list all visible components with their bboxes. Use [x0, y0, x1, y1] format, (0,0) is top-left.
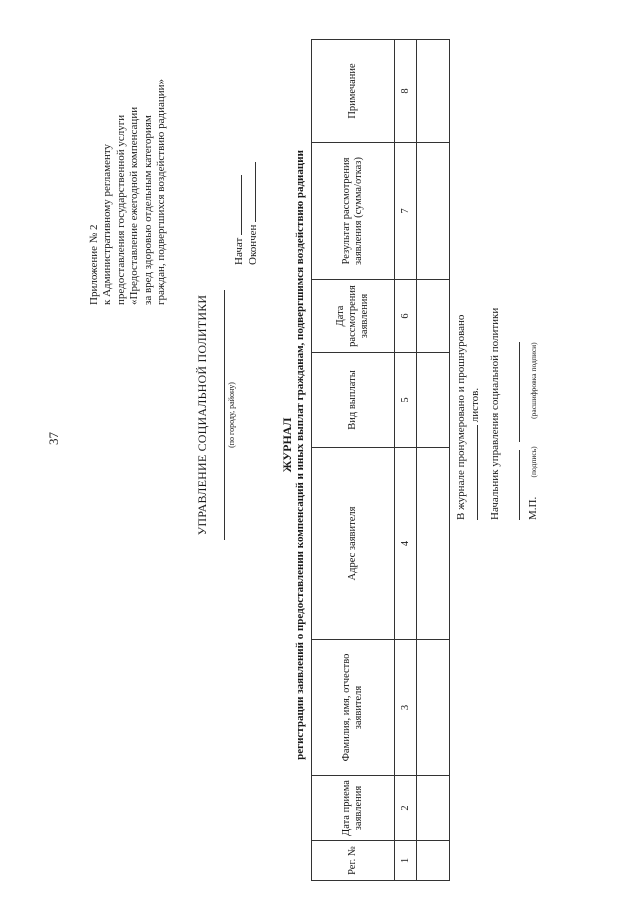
column-number: 1 — [395, 841, 417, 881]
appendix-line: Приложение № 2 — [88, 224, 100, 305]
footer-sheets-row — [468, 20, 482, 520]
table-cell — [417, 640, 450, 776]
appendix-note — [88, 5, 168, 305]
footer-numbered-line: В журнале пронумеровано и прошнуровано — [455, 314, 467, 520]
signature-blank — [510, 450, 520, 520]
column-header: Дата приема заявления — [312, 776, 395, 841]
column-header: Фамилия, имя, отчество заявителя — [312, 640, 395, 776]
column-number: 2 — [395, 776, 417, 841]
column-number: 6 — [395, 280, 417, 353]
signature-decode-blank — [510, 342, 520, 442]
footer-chief: Начальник управления социальной политики — [489, 307, 501, 520]
appendix-line: «Предоставление ежегодной компенсации — [128, 106, 141, 305]
empty-table-row — [417, 40, 450, 881]
signature-caption: (подпись) — [529, 446, 538, 478]
column-number: 7 — [395, 143, 417, 280]
column-number: 8 — [395, 40, 417, 143]
signature-lines — [510, 20, 524, 520]
column-header: Результат рассмотрения заявления (сумма/отказ) — [312, 143, 395, 280]
signature-captions-row — [526, 20, 541, 520]
stamp-label: М.П. — [527, 496, 539, 520]
appendix-line: предоставления государственной услуги — [114, 114, 127, 305]
appendix-line: граждан, подвергшихся воздействию радиации» — [155, 78, 168, 305]
appendix-line: за вред здоровью отдельным категориям — [141, 115, 154, 305]
started-label: Начат — [233, 237, 245, 265]
table-cell — [417, 40, 450, 143]
column-header: Рег. № — [312, 841, 395, 881]
organization-note: (по городу, району) — [227, 382, 236, 448]
finished-row — [246, 162, 260, 265]
journal-subtitle: регистрации заявлений о предоставлении компенсаций и иных выплат гражданам, подвергшимся воздействию радиации — [294, 150, 306, 760]
table-cell — [417, 353, 450, 448]
table-cell — [417, 143, 450, 280]
registration-table — [311, 39, 450, 881]
column-number-row — [395, 40, 417, 881]
finished-label: Окончен — [247, 224, 259, 265]
column-number: 5 — [395, 353, 417, 448]
journal-footer — [454, 20, 541, 520]
column-number: 4 — [395, 448, 417, 640]
page-number: 37 — [46, 432, 61, 445]
sheets-count-blank — [468, 425, 478, 520]
signature-decode-caption: (расшифровка подписи) — [529, 342, 538, 419]
started-blank — [232, 175, 242, 235]
column-header: Адрес заявителя — [312, 448, 395, 640]
column-number: 3 — [395, 640, 417, 776]
column-header: Вид выплаты — [312, 353, 395, 448]
table-cell — [417, 776, 450, 841]
table-header-row — [312, 40, 395, 881]
table-cell — [417, 448, 450, 640]
table-cell — [417, 841, 450, 881]
column-header: Примечание — [312, 40, 395, 143]
organization-underline — [224, 290, 225, 540]
footer-sheets-label: листов. — [469, 387, 481, 423]
journal-title: ЖУРНАЛ — [280, 417, 294, 473]
column-header: Дата рассмотрения заявления — [312, 280, 395, 353]
organization-name: УПРАВЛЕНИЕ СОЦИАЛЬНОЙ ПОЛИТИКИ — [195, 294, 209, 536]
finished-blank — [246, 162, 256, 222]
table-cell — [417, 280, 450, 353]
appendix-line: к Административному регламенту — [101, 143, 114, 305]
started-row — [232, 162, 246, 265]
journal-dates — [232, 162, 260, 265]
